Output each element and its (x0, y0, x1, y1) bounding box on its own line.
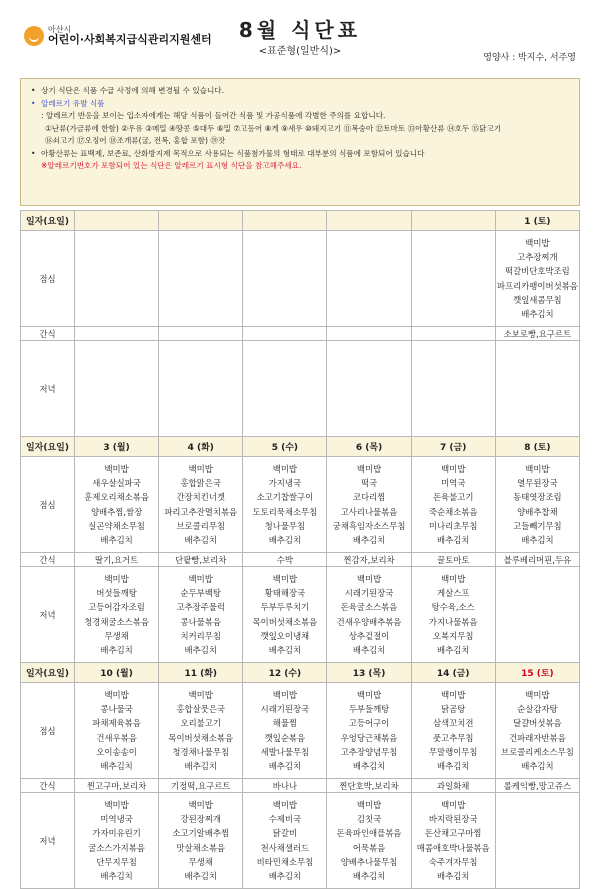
menu-item: 죽순채소볶음 (428, 506, 478, 517)
snack-cell: 바나나 (243, 779, 327, 793)
lunch-cell (411, 231, 495, 327)
menu-item: 고추장양념무침 (340, 746, 398, 757)
snack-cell: 블루베리머핀,두유 (495, 553, 579, 567)
menu-item: 고사리나물볶음 (340, 506, 398, 517)
dinner-cell (75, 567, 159, 663)
snack-cell: 소보로빵,요구르트 (495, 327, 579, 341)
snack-cell: 찐단호박,보리차 (327, 779, 411, 793)
menu-item: 미역냉국 (100, 814, 133, 825)
snack-cell: 찐감자,보리차 (327, 553, 411, 567)
snack-cell: 딸기,요거트 (75, 553, 159, 567)
menu-item: 파채제육볶음 (92, 718, 141, 729)
menu-item: 청경채굴소스볶음 (84, 616, 149, 627)
menu-item: 배추김치 (521, 308, 554, 319)
menu-item: 비타민채소무침 (256, 856, 314, 867)
menu-item: 떡갈비단호박조림 (505, 266, 570, 277)
menu-item: 궁채흑임자소스무침 (332, 520, 406, 531)
menu-item: 브로콜리케소스무침 (500, 746, 574, 757)
lunch-cell (327, 231, 411, 327)
menu-item: 게살스프 (437, 588, 470, 599)
lunch-cell (495, 231, 579, 327)
day-cell (75, 211, 159, 231)
menu-item: 백미밥 (188, 463, 213, 474)
menu-item: 배추김치 (100, 870, 133, 881)
menu-item: 동태엿장조림 (513, 492, 562, 503)
menu-item: 훈제오리채소볶음 (84, 492, 149, 503)
menu-item: 홍합맑은국 (180, 478, 221, 489)
menu-item: 백미밥 (188, 573, 213, 584)
snack-row (21, 327, 580, 341)
menu-item: 백미밥 (356, 689, 382, 700)
notice-line: : 알레르기 반응을 보이는 입소자에게는 해당 식품이 들어간 식품 및 가공식품에 각별한 주의를 요합니다. (41, 111, 386, 120)
day-cell: 7 (금) (411, 437, 495, 457)
lunch-cell (411, 683, 495, 779)
menu-item: 풋고추무침 (432, 732, 474, 743)
menu-item: 배추김치 (437, 644, 470, 655)
menu-item: 닭곰탕 (441, 704, 466, 715)
menu-item: 배추김치 (521, 760, 554, 771)
notice-line: • 상기 식단은 식품 수급 사정에 의해 변경될 수 있습니다. (31, 86, 225, 95)
snack-cell (75, 327, 159, 341)
menu-item: 고추장주물럭 (176, 602, 225, 613)
menu-item: 배추김치 (100, 644, 133, 655)
day-header-row (21, 211, 580, 231)
menu-item: 열무된장국 (517, 478, 558, 489)
menu-item: 무말랭이무침 (428, 746, 478, 757)
date-label: 일자(요일) (21, 437, 75, 457)
lunch-cell (75, 683, 159, 779)
lunch-cell (327, 457, 411, 553)
menu-item: 시래기된장국 (344, 588, 394, 599)
menu-item: 배추김치 (268, 644, 302, 655)
dinner-cell (411, 793, 495, 889)
day-cell: 15 (토) (495, 663, 579, 683)
lunch-cell (159, 231, 243, 327)
menu-item: 배추김치 (184, 870, 217, 881)
menu-item: 새우살실파국 (92, 478, 141, 489)
menu-item: 순두부백탕 (180, 588, 221, 599)
menu-item: 배추김치 (268, 760, 302, 771)
menu-item: 고등어감자조림 (88, 602, 145, 613)
menu-item: 닭갈비 (272, 828, 298, 839)
dinner-label: 저녁 (21, 793, 75, 889)
dinner-cell (411, 567, 495, 663)
menu-item: 백미밥 (441, 463, 466, 474)
menu-item: 치커리무침 (180, 630, 221, 641)
menu-item: 양배추찹채 (517, 506, 558, 517)
snack-cell (411, 327, 495, 341)
dinner-cell (159, 567, 243, 663)
menu-item: 단무지무침 (96, 856, 137, 867)
day-cell: 14 (금) (411, 663, 495, 683)
lunch-cell (411, 457, 495, 553)
menu-item: 백미밥 (356, 463, 382, 474)
menu-item: 삼색꼬치전 (432, 718, 474, 729)
menu-item: 버섯들깨탕 (96, 588, 137, 599)
snack-cell (327, 327, 411, 341)
menu-item: 가지냉국 (268, 478, 302, 489)
dinner-label: 저녁 (21, 567, 75, 663)
menu-item: 숙주겨자무침 (428, 856, 478, 867)
menu-item: 소고기알배추찜 (172, 828, 230, 839)
menu-item: 우엉당근채볶음 (340, 732, 398, 743)
menu-item: 배추김치 (521, 534, 554, 545)
menu-item: 달걀버섯볶음 (513, 718, 562, 729)
menu-item: 배추김치 (352, 760, 386, 771)
nutritionist-credit: 영양사 : 박지수, 서주영 (483, 53, 576, 63)
menu-item: 백미밥 (272, 689, 298, 700)
snack-row (21, 779, 580, 793)
dinner-row (21, 341, 580, 437)
lunch-cell (75, 231, 159, 327)
menu-item: 오리불고기 (180, 718, 221, 729)
menu-item: 간장치킨너겟 (176, 492, 225, 503)
menu-item: 배추김치 (437, 870, 470, 881)
dinner-cell (75, 793, 159, 889)
day-header-row (21, 663, 580, 683)
menu-item: 강된장찌개 (180, 814, 221, 825)
menu-item: 돈육파인애플볶음 (336, 828, 402, 839)
menu-item: 백미밥 (356, 799, 382, 810)
snack-cell: 단팥빵,보리차 (159, 553, 243, 567)
menu-item: 돈육불고기 (432, 492, 474, 503)
snack-cell: 꿀토마토 (411, 553, 495, 567)
dinner-cell (75, 341, 159, 437)
snack-row (21, 553, 580, 567)
snack-cell: 롤케익빵,망고쥬스 (495, 779, 579, 793)
lunch-label: 점심 (21, 457, 75, 553)
menu-item: 굴소스가지볶음 (88, 842, 145, 853)
menu-item: 오이송송이 (96, 746, 137, 757)
menu-item: 배추김치 (352, 644, 386, 655)
snack-cell: 과일화채 (411, 779, 495, 793)
menu-item: 도토리묵채소무침 (252, 506, 318, 517)
date-label: 일자(요일) (21, 663, 75, 683)
notice-warning: ※알레르기번호가 포함되어 있는 식단은 알레르기 표시형 식단을 참고해주세요. (41, 161, 302, 170)
menu-item: 양배추나물무침 (340, 856, 398, 867)
menu-item: 건파래자반볶음 (509, 732, 566, 743)
header (20, 12, 580, 72)
menu-item: 백미밥 (104, 573, 129, 584)
menu-item: 청나물무침 (264, 520, 306, 531)
menu-item: 홍합살뭇은국 (176, 704, 225, 715)
menu-item: 양배추찜,쌈장 (90, 506, 143, 517)
lunch-cell (495, 457, 579, 553)
menu-item: 배추김치 (184, 644, 217, 655)
menu-item: 배추김치 (184, 534, 217, 545)
menu-item: 건새우양배추볶음 (336, 616, 402, 627)
day-cell: 6 (목) (327, 437, 411, 457)
day-header-row (21, 437, 580, 457)
lunch-cell (243, 683, 327, 779)
menu-item: 돈육굴소스볶음 (340, 602, 398, 613)
page-subtitle: <표준형(일반식)> (258, 46, 342, 57)
lunch-cell (243, 231, 327, 327)
lunch-label: 점심 (21, 683, 75, 779)
dinner-cell (159, 793, 243, 889)
menu-item: 깻잎순볶음 (264, 732, 306, 743)
allergen-list-line: ⑯쇠고기 ⑰오징어 ⑱조개류(굴, 전복, 홍합 포함) ⑲잣 (45, 136, 226, 145)
lunch-cell (159, 683, 243, 779)
menu-item: 백미밥 (188, 689, 213, 700)
menu-item: 파프리카팽이버섯볶음 (496, 280, 578, 291)
snack-label: 간식 (21, 553, 75, 567)
dinner-cell (327, 793, 411, 889)
menu-item: 백미밥 (525, 463, 550, 474)
snack-cell: 찐고구마,보리차 (75, 779, 159, 793)
day-cell (243, 211, 327, 231)
dinner-row (21, 567, 580, 663)
org-city: 아산시 (48, 24, 72, 34)
menu-item: 백미밥 (525, 237, 550, 248)
snack-cell (243, 327, 327, 341)
dinner-cell (159, 341, 243, 437)
menu-item: 백미밥 (272, 573, 298, 584)
snack-cell (159, 327, 243, 341)
menu-item: 가지나물볶음 (428, 616, 478, 627)
menu-item: 코다리찜 (352, 492, 386, 503)
menu-item: 맛살채소볶음 (176, 842, 225, 853)
menu-item: 미역국 (441, 478, 466, 489)
dinner-cell (327, 567, 411, 663)
menu-item: 오복지무침 (432, 630, 474, 641)
menu-item: 배추김치 (352, 870, 386, 881)
menu-item: 백미밥 (356, 573, 382, 584)
notice-box (20, 78, 580, 206)
menu-item: 깻잎오이냉채 (260, 630, 310, 641)
menu-item: 청경채나물무침 (172, 746, 230, 757)
menu-item: 돈산채고구마찜 (424, 828, 482, 839)
lunch-cell (327, 683, 411, 779)
menu-item: 소고기찹쌀구이 (256, 492, 314, 503)
day-cell (327, 211, 411, 231)
day-cell (159, 211, 243, 231)
day-cell: 10 (월) (75, 663, 159, 683)
snack-label: 간식 (21, 779, 75, 793)
day-cell: 11 (화) (159, 663, 243, 683)
menu-item: 두부두루치기 (260, 602, 310, 613)
menu-item: 콩나물볶음 (180, 616, 221, 627)
menu-item: 백미밥 (441, 799, 466, 810)
menu-item: 콩나물국 (100, 704, 133, 715)
menu-item: 백미밥 (272, 799, 298, 810)
menu-item: 백미밥 (188, 799, 213, 810)
lunch-row (21, 683, 580, 779)
day-cell: 1 (토) (495, 211, 579, 231)
lunch-cell (243, 457, 327, 553)
lunch-cell (75, 457, 159, 553)
dinner-row (21, 793, 580, 889)
menu-item: 바지락된장국 (428, 814, 478, 825)
menu-item: 매콤애호박나물볶음 (416, 842, 490, 853)
day-cell: 3 (월) (75, 437, 159, 457)
dinner-label: 저녁 (21, 341, 75, 437)
allergen-list-line: ①난류(가금류에 한함) ②우유 ③메밀 ④땅콩 ⑤대두 ⑥밀 ⑦고등어 ⑧게 ⑨새우 ⑩돼지고기 ⑪복숭아 ⑫토마토 ⑬아황산류 ⑭호두 ⑮닭고기 (45, 123, 502, 133)
menu-item: 파리고추잔멸치볶음 (164, 506, 238, 517)
menu-table (20, 210, 580, 889)
menu-item: 백미밥 (525, 689, 550, 700)
menu-item: 배추김치 (352, 534, 386, 545)
dinner-cell (411, 341, 495, 437)
menu-item: 어묵볶음 (352, 842, 386, 853)
menu-item: 황태해장국 (264, 588, 306, 599)
menu-item: 백미밥 (104, 689, 129, 700)
lunch-row (21, 457, 580, 553)
dinner-cell (495, 341, 579, 437)
menu-item: 상추겉절이 (348, 630, 390, 641)
dinner-cell (243, 567, 327, 663)
menu-item: 브로콜리무침 (176, 520, 225, 531)
menu-item: 배추김치 (268, 870, 302, 881)
menu-item: 배추김치 (268, 534, 302, 545)
dinner-cell (495, 567, 579, 663)
menu-item: 백미밥 (104, 799, 129, 810)
dinner-cell (495, 793, 579, 889)
dinner-cell (327, 341, 411, 437)
menu-item: 무생채 (104, 630, 129, 641)
dinner-cell (243, 793, 327, 889)
org-name: 어린이·사회복지급식관리지원센터 (48, 33, 212, 47)
menu-item: 백미밥 (104, 463, 129, 474)
menu-item: 무생채 (188, 856, 213, 867)
day-cell: 13 (목) (327, 663, 411, 683)
menu-item: 배추김치 (100, 760, 133, 771)
snack-label: 간식 (21, 327, 75, 341)
menu-item: 천사채샐러드 (260, 842, 310, 853)
menu-item: 해물찜 (272, 718, 298, 729)
menu-item: 가자미유린기 (92, 828, 141, 839)
day-cell: 8 (토) (495, 437, 579, 457)
menu-item: 배추김치 (100, 534, 133, 545)
day-cell: 12 (수) (243, 663, 327, 683)
menu-item: 백미밥 (441, 689, 466, 700)
menu-item: 백미밥 (272, 463, 298, 474)
menu-item: 탕수육,소스 (431, 602, 475, 613)
allergen-list (31, 123, 569, 148)
menu-item: 건새우볶음 (96, 732, 137, 743)
lunch-row (21, 231, 580, 327)
menu-item: 김칫국 (356, 814, 382, 825)
menu-item: 실곤약채소무침 (88, 520, 145, 531)
notice-allergen-heading: • 알레르기 유발 식품 (31, 98, 105, 108)
menu-item: 목이버섯채소볶음 (252, 616, 318, 627)
day-cell: 4 (화) (159, 437, 243, 457)
menu-item: 고등어구이 (348, 718, 390, 729)
snack-cell: 수박 (243, 553, 327, 567)
menu-item: 순살감자탕 (517, 704, 558, 715)
menu-item: 세발나물무침 (260, 746, 310, 757)
lunch-cell (159, 457, 243, 553)
day-cell (411, 211, 495, 231)
notice-line: • 아황산류는 표백제, 보존료, 산화방지제 목적으로 사용되는 식품첨가물의 형태로 대부분의 식품에 포함되어 있습니다 (31, 148, 425, 158)
menu-item: 깻잎새콤무침 (513, 294, 562, 305)
day-cell: 5 (수) (243, 437, 327, 457)
menu-item: 백미밥 (441, 573, 466, 584)
menu-item: 두부들깨탕 (348, 704, 390, 715)
snack-cell: 기정떡,요구르트 (159, 779, 243, 793)
lunch-label: 점심 (21, 231, 75, 327)
menu-item: 배추김치 (437, 760, 470, 771)
menu-item: 배추김치 (184, 760, 217, 771)
page-title: 8월 식단표 (238, 18, 362, 42)
menu-item: 시래기된장국 (260, 704, 310, 715)
menu-item: 고들빼기무침 (513, 520, 562, 531)
date-label: 일자(요일) (21, 211, 75, 231)
lunch-cell (495, 683, 579, 779)
menu-item: 떡국 (360, 478, 378, 489)
menu-item: 고추장찌개 (517, 252, 558, 263)
dinner-cell (243, 341, 327, 437)
menu-item: 수제비국 (268, 814, 302, 825)
menu-item: 목이버섯채소볶음 (168, 732, 234, 743)
menu-item: 미나리초무침 (428, 520, 478, 531)
menu-item: 배추김치 (437, 534, 470, 545)
